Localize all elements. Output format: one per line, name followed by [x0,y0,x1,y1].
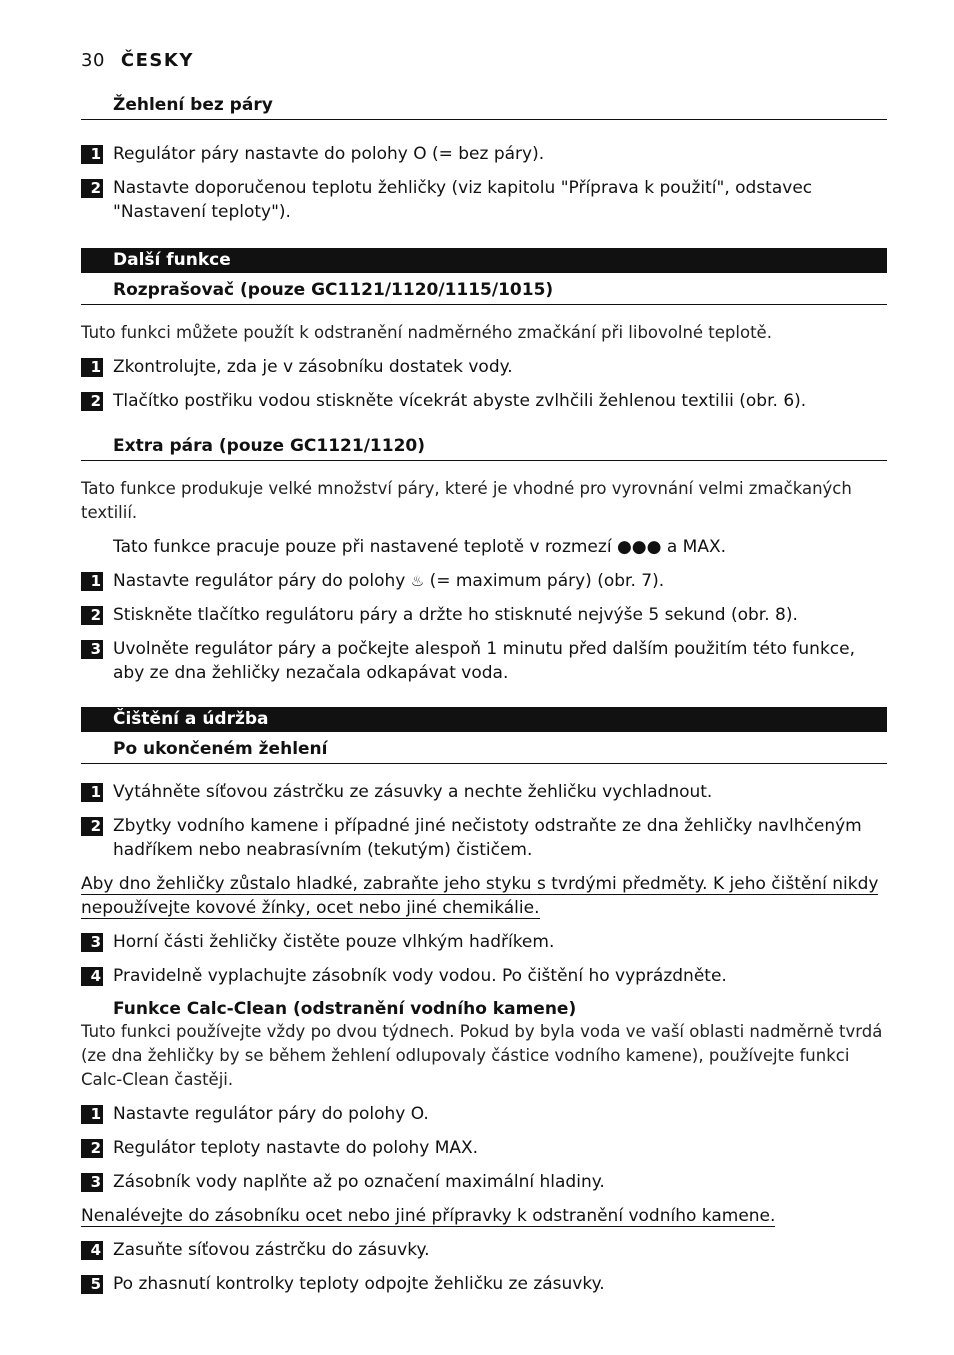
step-text: Tlačítko postřiku vodou stiskněte vícekrát abyste zvlhčili žehlenou textilii (obr. 6). [113,391,807,411]
section-title-spray: Rozprašovač (pouze GC1121/1120/1115/1015) [81,279,887,305]
step-number: 2 [81,606,103,625]
section-title-extra-steam: Extra pára (pouze GC1121/1120) [81,435,887,461]
warning-text: Nenalévejte do zásobníku ocet nebo jiné přípravky k odstranění vodního kamene. [81,1206,776,1226]
step-number: 1 [81,358,103,377]
page-header [81,50,194,71]
step-number: 1 [81,1105,103,1124]
step-number: 4 [81,967,103,986]
step-item [81,389,887,413]
step-number: 2 [81,392,103,411]
step-text: Pravidelně vyplachujte zásobník vody vodou. Po čištění ho vyprázdněte. [113,966,727,986]
step-text: Stiskněte tlačítko regulátoru páry a držte ho stisknuté nejvýše 5 sekund (obr. 8). [113,605,798,625]
steam-max-icon: ♨ [410,572,425,590]
step-number: 1 [81,145,103,164]
step-text: Uvolněte regulátor páry a počkejte alespoň 1 minutu před dalším použitím této funkce, aby ze dna žehličky nezačala odkapávat voda. [113,639,856,683]
step-number: 5 [81,1275,103,1294]
section-title-after-ironing: Po ukončeném žehlení [81,738,887,764]
step-number: 3 [81,933,103,952]
section-intro: Tato funkce produkuje velké množství páry, které je vhodné pro vyrovnání velmi zmačkaných textilií. [81,479,852,522]
section-note: Tato funkce pracuje pouze při nastavené teplotě v rozmezí ●●● a MAX. [113,537,727,557]
section-intro: Tuto funkci používejte vždy po dvou týdnech. Pokud by byla voda ve vaší oblasti nadměrně tvrdá (ze dna žehličky by se během žehlení odlupovaly částice vodního kamene), používejte funkci Calc-Clean častěji. [81,1022,883,1089]
step-text: Zkontrolujte, zda je v zásobníku dostatek vody. [113,357,513,377]
step-number: 1 [81,572,103,591]
step-item [81,603,887,627]
step-item [81,930,887,954]
step-number: 3 [81,1173,103,1192]
page-number: 30 [81,50,105,71]
page-content [81,94,887,1296]
step-text: Regulátor teploty nastavte do polohy MAX. [113,1138,479,1158]
step-item [81,964,887,988]
step-item [81,176,887,224]
step-text: Regulátor páry nastavte do polohy O (= bez páry). [113,144,545,164]
step-item [81,814,887,862]
chapter-bar-cleaning: Čištění a údržba [81,707,887,732]
step-text: Nastavte doporučenou teplotu žehličky (viz kapitolu "Příprava k použití", odstavec "Nastavení teploty"). [113,178,813,222]
step-text: Zásobník vody naplňte až po označení maximální hladiny. [113,1172,605,1192]
chapter-bar-other-functions: Další funkce [81,248,887,273]
step-item [81,1136,887,1160]
warning-text: Aby dno žehličky zůstalo hladké, zabraňte jeho styku s tvrdými předměty. K jeho čištění nikdy nepoužívejte kovové žínky, ocet nebo jiné chemikálie. [81,874,879,918]
step-item [81,780,887,804]
step-text: Horní části žehličky čistěte pouze vlhkým hadříkem. [113,932,555,952]
step-number: 2 [81,817,103,836]
step-number: 3 [81,640,103,659]
step-item [81,355,887,379]
step-item [81,142,887,166]
step-number: 4 [81,1241,103,1260]
step-item [81,637,887,685]
section-title-calc-clean: Funkce Calc-Clean (odstranění vodního kamene) [113,999,577,1019]
step-item [81,1272,887,1296]
step-item [81,1170,887,1194]
section-title-ironing-without-steam: Žehlení bez páry [81,94,887,120]
step-text: Nastavte regulátor páry do polohy O. [113,1104,429,1124]
language-label: ČESKY [120,50,194,71]
step-number: 2 [81,179,103,198]
step-item [81,569,887,593]
step-number: 2 [81,1139,103,1158]
step-text: (= maximum páry) (obr. 7). [429,571,665,591]
step-text: Vytáhněte síťovou zástrčku ze zásuvky a nechte žehličku vychladnout. [113,782,713,802]
step-item [81,1238,887,1262]
step-text: Zasuňte síťovou zástrčku do zásuvky. [113,1240,430,1260]
step-text: Zbytky vodního kamene i případné jiné nečistoty odstraňte ze dna žehličky navlhčeným hadříkem nebo neabrasívním (tekutým) čističem. [113,816,862,860]
step-item [81,1102,887,1126]
step-number: 1 [81,783,103,802]
step-text: Po zhasnutí kontrolky teploty odpojte žehličku ze zásuvky. [113,1274,605,1294]
section-intro: Tuto funkci můžete použít k odstranění nadměrného zmačkání při libovolné teplotě. [81,323,772,342]
step-text: Nastavte regulátor páry do polohy [113,571,406,591]
